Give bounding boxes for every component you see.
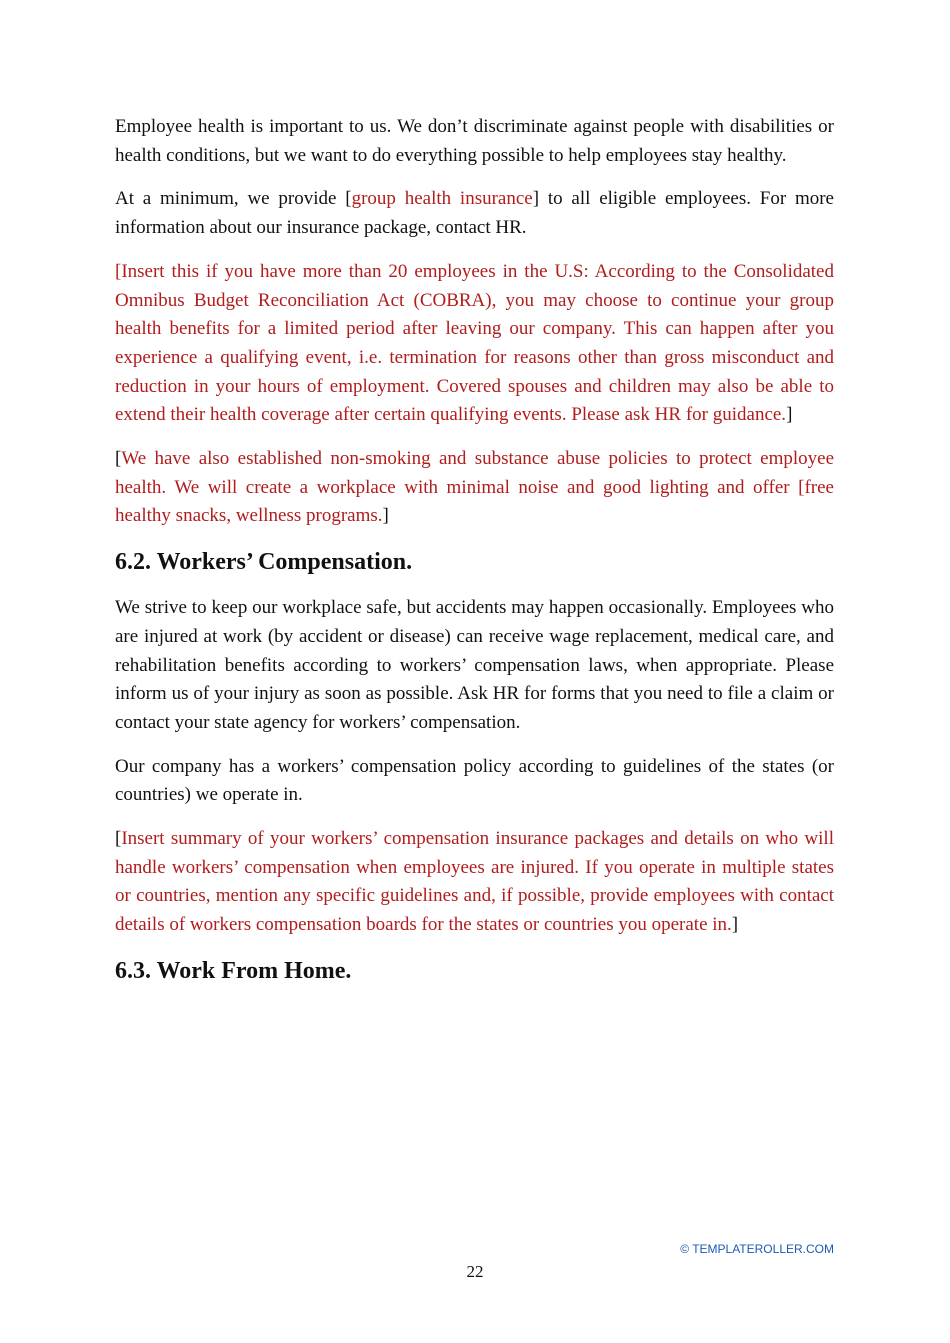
cobra-text: Insert this if you have more than 20 employees in the U.S: According to the Consolidated Omnibus Budget Reconciliation Act (COBRA), you may choose to continue your group health benefits for a limited period after leaving our company. This can happen after you experience a qualifying event, i.e. termination for reasons other than gross misconduct and reduction in your hours of employment. Covered spouses and children may also be able to extend their health coverage after certain qualifying events. Please ask HR for guidance. [115, 260, 834, 426]
bracket-open: [ [115, 828, 122, 850]
workers-comp-placeholder-paragraph [115, 825, 834, 940]
cobra-placeholder-paragraph [115, 258, 834, 430]
wellness-placeholder-paragraph [115, 445, 834, 531]
bracket-close: ] [382, 505, 389, 527]
health-paragraph-2 [115, 185, 834, 242]
workers-comp-placeholder-text: Insert summary of your workers’ compensation insurance packages and details on who will handle workers’ compensation when employees are injured. If you operate in multiple states or countries, mention any specific guidelines and, if possible, provide employees with contact details of workers compensation boards for the states or countries you operate in. [115, 828, 834, 936]
section-heading-workers-compensation: 6.2. Workers’ Compensation. [115, 549, 413, 576]
bracket-close: ] [786, 404, 793, 426]
bracket-close: ] [731, 914, 739, 936]
copyright-symbol: © [680, 1242, 690, 1256]
health-paragraph-1: Employee health is important to us. We don’t discriminate against people with disabilities or health conditions, but we want to do everything possible to help employees stay healthy. [115, 116, 834, 166]
health-p2-after: ] to all eligible employees. For more information about our insurance package, contact HR. [115, 188, 834, 239]
wellness-text: We have also established non-smoking and substance abuse policies to protect employee health. We will create a workplace with minimal noise and good lighting and offer [free healthy snacks, wellness programs. [115, 448, 834, 527]
bracket-open: [ [115, 260, 122, 282]
group-health-insurance-placeholder: group health insurance [351, 188, 533, 210]
section-heading-work-from-home: 6.3. Work From Home. [115, 957, 352, 984]
page-number: 22 [466, 1262, 484, 1281]
document-body [115, 113, 834, 1003]
workers-comp-paragraph-1: We strive to keep our workplace safe, but accidents may happen occasionally. Employees who are injured at work (by accident or disease) can receive wage replacement, medical care, and rehabilitation benefits according to workers’ compensation laws, when appropriate. Please inform us of your injury as soon as possible. Ask HR for forms that you need to file a claim or contact your state agency for workers’ compensation. [115, 597, 834, 733]
workers-comp-paragraph-2: Our company has a workers’ compensation policy according to guidelines of the states (or countries) we operate in. [115, 755, 834, 806]
templateroller-link[interactable] [680, 1242, 834, 1256]
bracket-open: [ [115, 448, 122, 470]
health-p2-before: At a minimum, we provide [ [115, 188, 352, 210]
brand-name: TEMPLATEROLLER.COM [692, 1242, 834, 1256]
